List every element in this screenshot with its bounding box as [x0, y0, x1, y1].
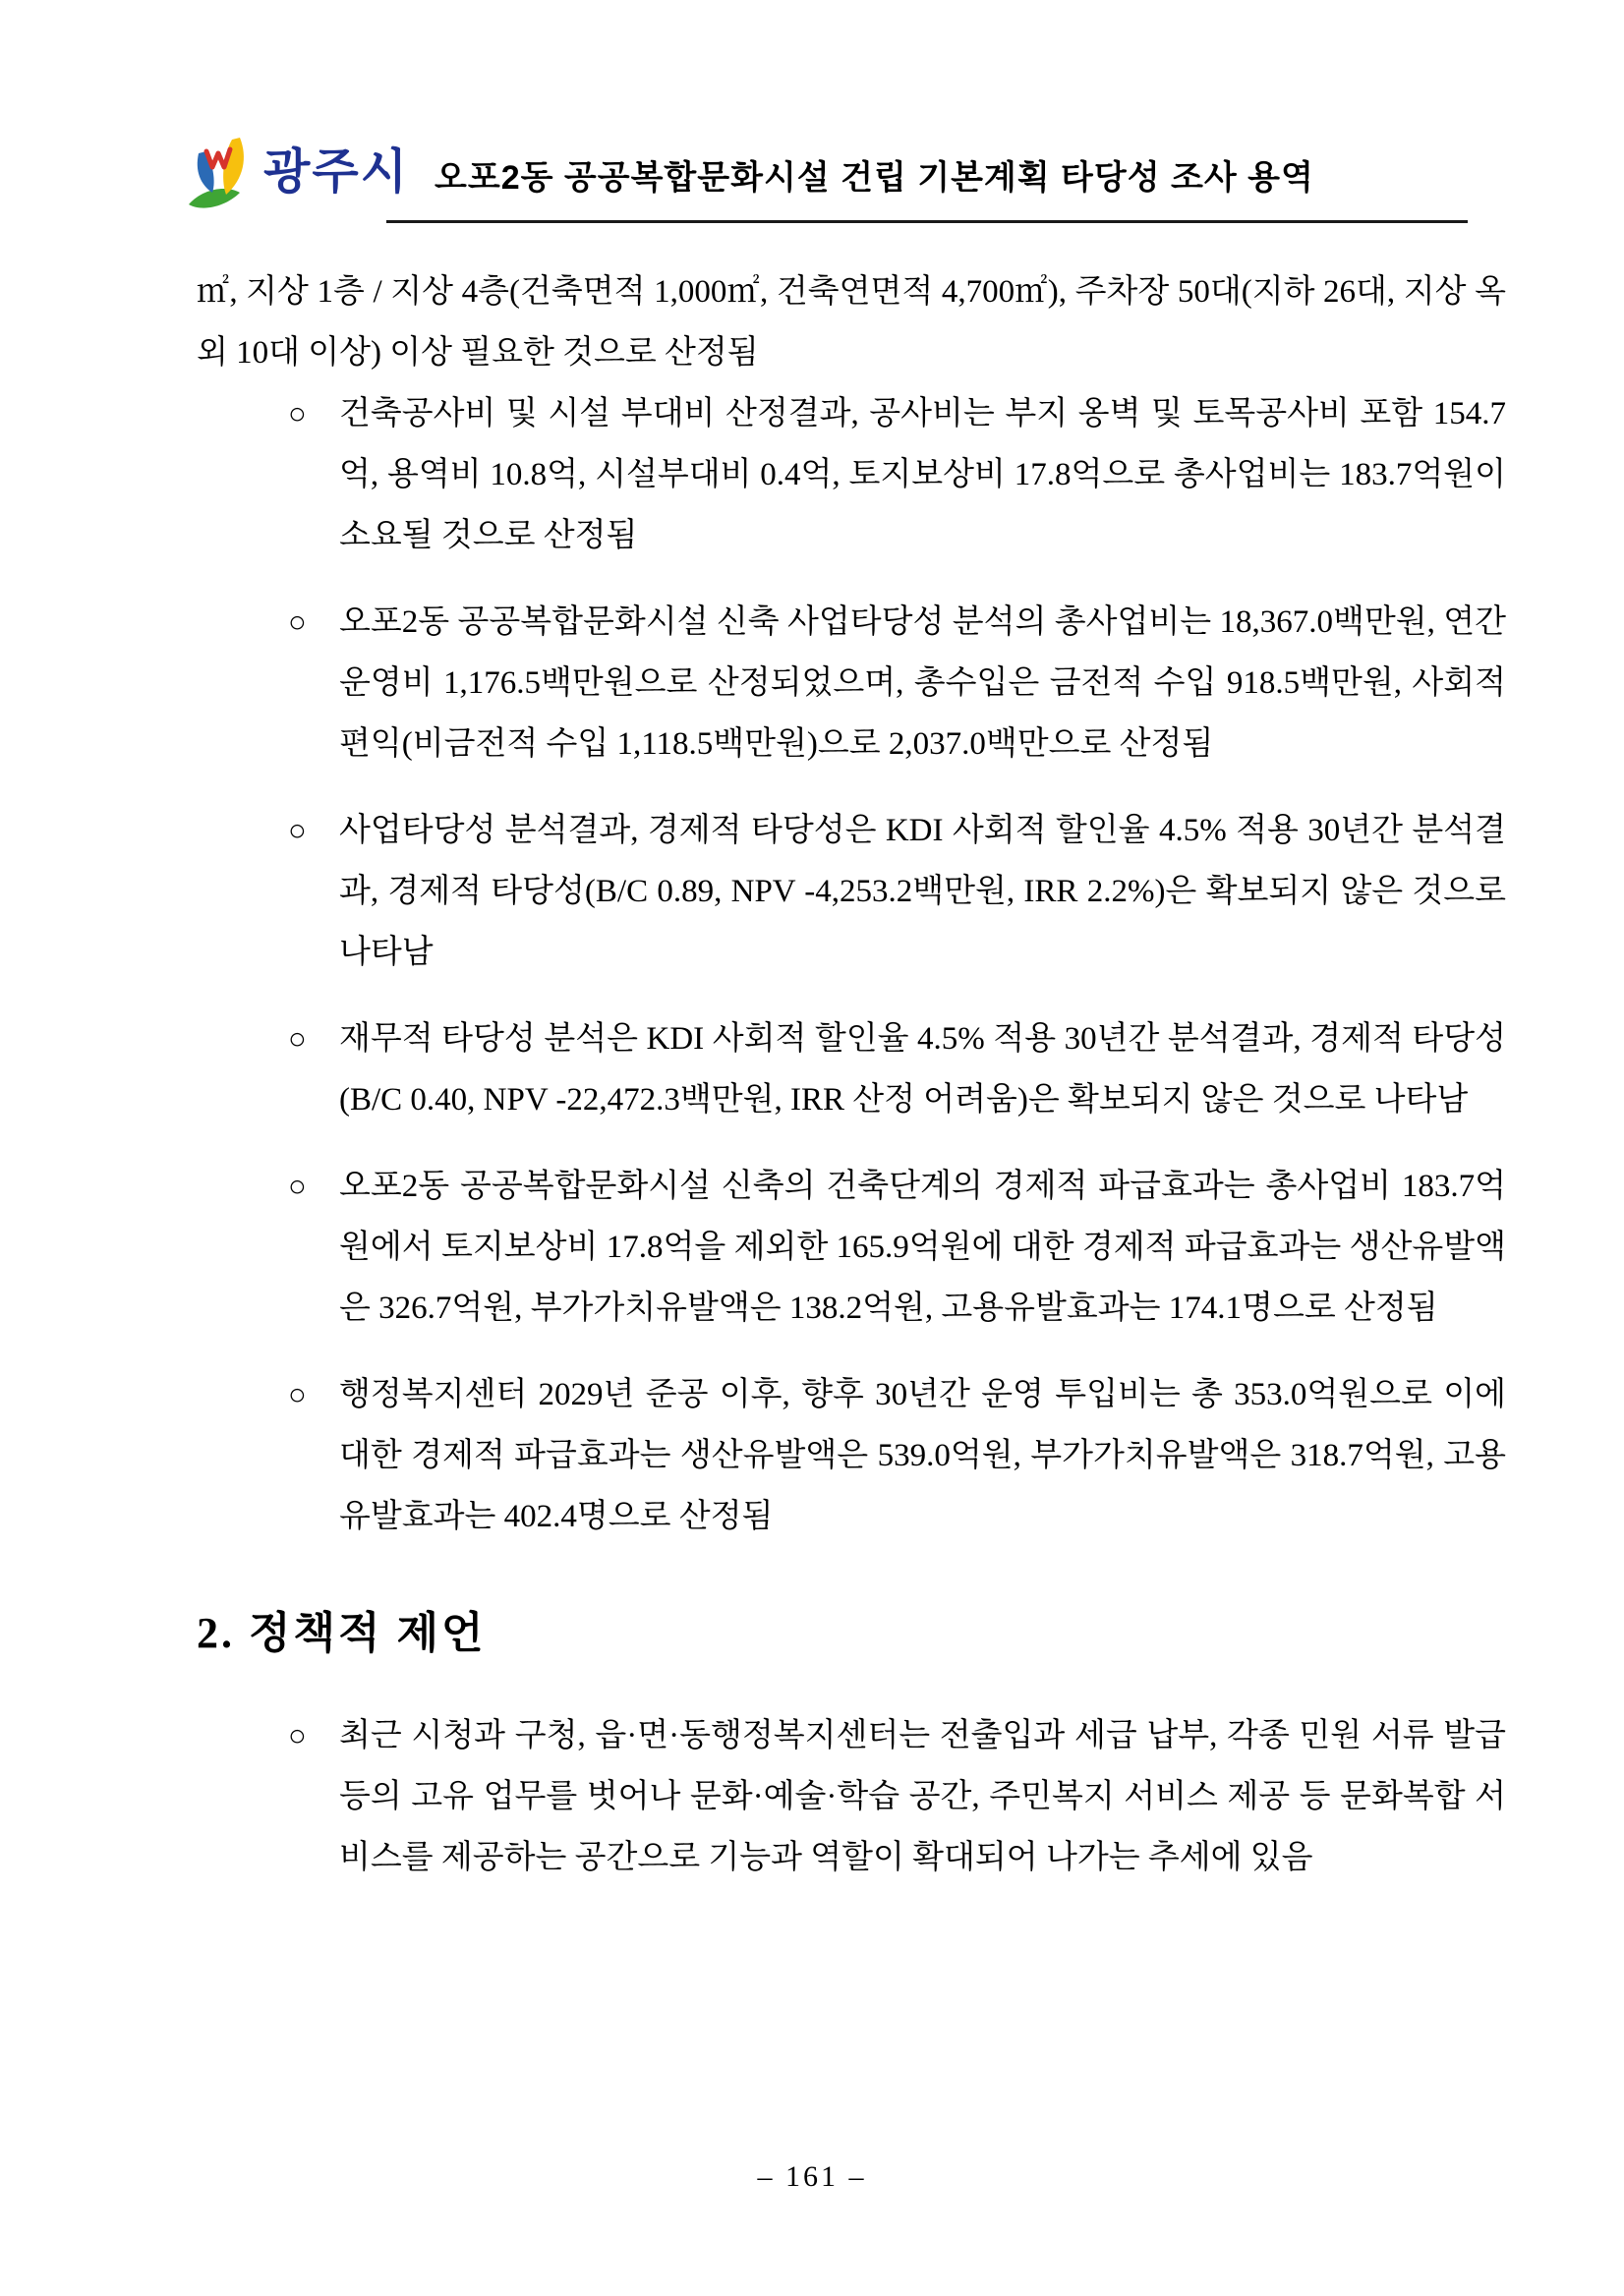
bullet-marker: ○: [288, 1021, 307, 1056]
summary-bullet-2: [197, 592, 1506, 775]
summary-bullet-6: [197, 1364, 1506, 1547]
bullet-text: 최근 시청과 구청, 읍·면·동행정복지센터는 전출입과 세급 납부, 각종 민원 서류 발급 등의 고유 업무를 벗어나 문화·예술·학습 공간, 주민복지 서비스 제공 등 문화복합 서비스를 제공하는 공간으로 기능과 역할이 확대되어 나가는 추세에 있음: [339, 1717, 1506, 1875]
page-number: – 161 –: [757, 2160, 867, 2193]
logo-zigzag-red: [206, 149, 230, 167]
logo-swoosh-green: [189, 189, 240, 208]
gwangju-city-logo-icon: [183, 134, 256, 216]
bullet-marker: ○: [288, 604, 307, 639]
bullet-marker: ○: [288, 1377, 307, 1411]
bullet-marker: ○: [288, 1717, 307, 1752]
page-header: [183, 134, 1314, 216]
bullet-text: 오포2동 공공복합문화시설 신축 사업타당성 분석의 총사업비는 18,367.0백만원, 연간 운영비 1,176.5백만원으로 산정되었으며, 총수입은 금전적 수입 918.5백만원, 사회적 편익(비금전적 수입 1,118.5백만원)으로 2,037.0백만으로 산정됨: [339, 604, 1506, 762]
logo-stroke-blue: [198, 151, 214, 193]
summary-bullet-5: [197, 1156, 1506, 1339]
header-divider-line: [386, 220, 1468, 223]
policy-bullet-1: [197, 1705, 1506, 1888]
logo-city-name: 광주시: [263, 144, 410, 199]
summary-bullet-4: [197, 1008, 1506, 1130]
bullet-marker: ○: [288, 813, 307, 847]
document-body: [197, 261, 1506, 1914]
intro-paragraph: ㎡, 지상 1층 / 지상 4층(건축면적 1,000㎡, 건축연면적 4,700㎡), 주차장 50대(지하 26대, 지상 옥외 10대 이상) 이상 필요한 것으로 산정됨: [197, 274, 1506, 371]
summary-bullet-3: [197, 800, 1506, 983]
section-2-heading: 2. 정책적 제언: [197, 1609, 487, 1657]
bullet-marker: ○: [288, 396, 307, 430]
bullet-text: 재무적 타당성 분석은 KDI 사회적 할인율 4.5% 적용 30년간 분석결과, 경제적 타당성(B/C 0.40, NPV -22,472.3백만원, IRR 산정 어려움)은 확보되지 않은 것으로 나타남: [339, 1021, 1506, 1118]
summary-bullet-1: [197, 383, 1506, 566]
document-title: 오포2동 공공복합문화시설 건립 기본계획 타당성 조사 용역: [435, 158, 1314, 197]
bullet-text: 행정복지센터 2029년 준공 이후, 향후 30년간 운영 투입비는 총 353.0억원으로 이에 대한 경제적 파급효과는 생산유발액은 539.0억원, 부가가치유발액은 318.7억원, 고용유발효과는 402.4명으로 산정됨: [339, 1377, 1506, 1534]
bullet-text: 사업타당성 분석결과, 경제적 타당성은 KDI 사회적 할인율 4.5% 적용 30년간 분석결과, 경제적 타당성(B/C 0.89, NPV -4,253.2백만원, IRR 2.2%)은 확보되지 않은 것으로 나타남: [339, 813, 1506, 970]
bullet-text: 오포2동 공공복합문화시설 신축의 건축단계의 경제적 파급효과는 총사업비 183.7억원에서 토지보상비 17.8억을 제외한 165.9억원에 대한 경제적 파급효과는 생산유발액은 326.7억원, 부가가치유발액은 138.2억원, 고용유발효과는 174.1명으로 산정됨: [339, 1169, 1506, 1326]
bullet-text: 건축공사비 및 시설 부대비 산정결과, 공사비는 부지 옹벽 및 토목공사비 포함 154.7억, 용역비 10.8억, 시설부대비 0.4억, 토지보상비 17.8억으로 총사업비는 183.7억원이 소요될 것으로 산정됨: [339, 396, 1506, 553]
bullet-marker: ○: [288, 1169, 307, 1203]
